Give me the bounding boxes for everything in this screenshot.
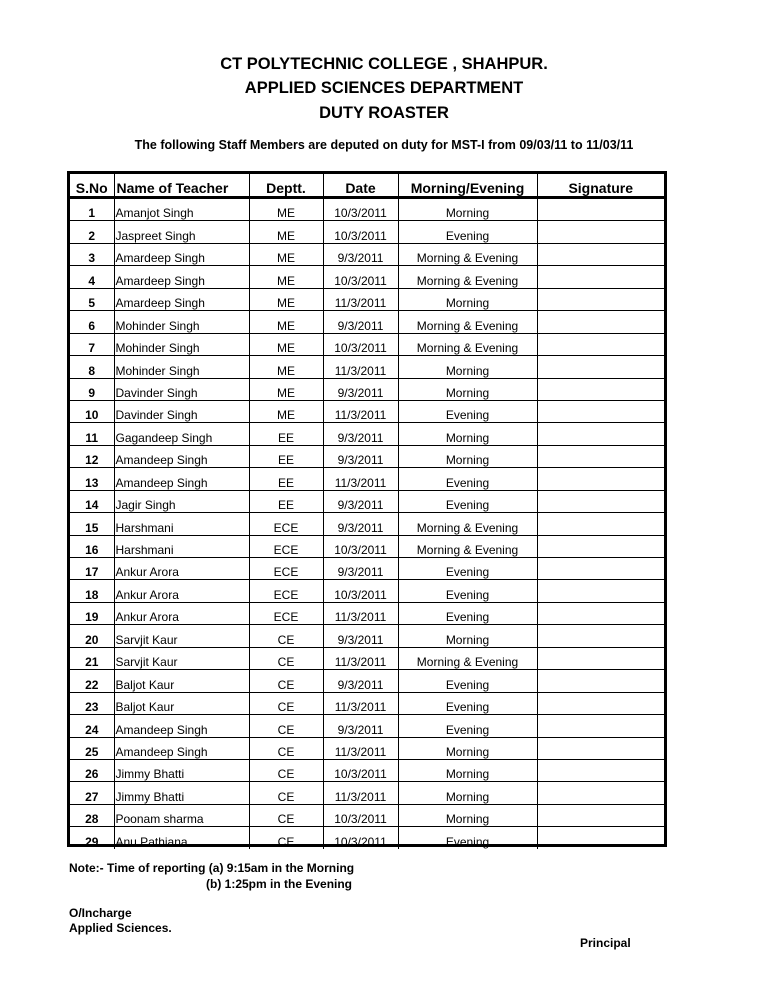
table-row	[70, 513, 664, 535]
note-reporting-morning: Note:- Time of reporting (a) 9:15am in the Morning	[69, 861, 355, 875]
row-date: 11/3/2011	[323, 647, 398, 669]
row-teacher-name: Poonam sharma	[114, 804, 249, 826]
row-sno: 22	[70, 670, 114, 692]
table-row	[70, 490, 664, 512]
row-sno: 18	[70, 580, 114, 602]
row-dept: ME	[249, 243, 323, 265]
row-sno: 28	[70, 804, 114, 826]
row-signature-cell	[537, 311, 664, 333]
row-dept: ME	[249, 198, 323, 221]
row-shift: Evening	[398, 400, 537, 422]
row-dept: CE	[249, 804, 323, 826]
row-signature-cell	[537, 400, 664, 422]
row-sno: 25	[70, 737, 114, 759]
row-sno: 4	[70, 266, 114, 288]
row-sno: 15	[70, 513, 114, 535]
row-dept: ECE	[249, 558, 323, 580]
row-signature-cell	[537, 333, 664, 355]
row-dept: CE	[249, 692, 323, 714]
row-date: 11/3/2011	[323, 602, 398, 624]
row-dept: CE	[249, 647, 323, 669]
row-dept: EE	[249, 468, 323, 490]
table-row	[70, 737, 664, 759]
row-sno: 27	[70, 782, 114, 804]
row-shift: Morning & Evening	[398, 311, 537, 333]
row-shift: Morning & Evening	[398, 243, 537, 265]
table-row	[70, 670, 664, 692]
row-sno: 10	[70, 400, 114, 422]
row-dept: ECE	[249, 513, 323, 535]
table-row	[70, 221, 664, 243]
row-dept: ME	[249, 333, 323, 355]
row-teacher-name: Sarvjit Kaur	[114, 647, 249, 669]
row-date: 9/3/2011	[323, 715, 398, 737]
row-shift: Morning & Evening	[398, 535, 537, 557]
row-teacher-name: Jaspreet Singh	[114, 221, 249, 243]
row-signature-cell	[537, 827, 664, 849]
row-sno: 1	[70, 198, 114, 221]
row-signature-cell	[537, 423, 664, 445]
col-header-date: Date	[323, 174, 398, 198]
row-date: 11/3/2011	[323, 356, 398, 378]
row-signature-cell	[537, 378, 664, 400]
row-dept: ME	[249, 288, 323, 310]
row-date: 9/3/2011	[323, 243, 398, 265]
table-row	[70, 782, 664, 804]
row-signature-cell	[537, 580, 664, 602]
row-sno: 13	[70, 468, 114, 490]
row-signature-cell	[537, 468, 664, 490]
row-teacher-name: Jimmy Bhatti	[114, 759, 249, 781]
table-row	[70, 625, 664, 647]
row-shift: Morning	[398, 782, 537, 804]
col-header-signature: Signature	[537, 174, 664, 198]
table-row	[70, 266, 664, 288]
row-shift: Morning	[398, 759, 537, 781]
row-signature-cell	[537, 243, 664, 265]
table-row	[70, 378, 664, 400]
row-date: 10/3/2011	[323, 221, 398, 243]
principal-label: Principal	[580, 936, 631, 950]
row-signature-cell	[537, 804, 664, 826]
row-dept: CE	[249, 625, 323, 647]
row-date: 9/3/2011	[323, 625, 398, 647]
row-date: 10/3/2011	[323, 266, 398, 288]
note-reporting-evening: (b) 1:25pm in the Evening	[206, 877, 353, 891]
row-dept: ECE	[249, 580, 323, 602]
row-signature-cell	[537, 490, 664, 512]
table-body	[70, 198, 664, 849]
row-date: 11/3/2011	[323, 468, 398, 490]
row-date: 10/3/2011	[323, 535, 398, 557]
row-teacher-name: Amandeep Singh	[114, 737, 249, 759]
row-shift: Morning	[398, 356, 537, 378]
row-date: 9/3/2011	[323, 490, 398, 512]
row-signature-cell	[537, 221, 664, 243]
row-shift: Morning	[398, 288, 537, 310]
row-shift: Evening	[398, 580, 537, 602]
row-signature-cell	[537, 356, 664, 378]
table-row	[70, 602, 664, 624]
table-row	[70, 580, 664, 602]
row-signature-cell	[537, 445, 664, 467]
row-sno: 3	[70, 243, 114, 265]
row-sno: 2	[70, 221, 114, 243]
row-shift: Morning	[398, 804, 537, 826]
table-row	[70, 423, 664, 445]
incharge-dept-label: Applied Sciences.	[69, 921, 172, 935]
row-shift: Evening	[398, 468, 537, 490]
row-shift: Evening	[398, 827, 537, 849]
row-date: 9/3/2011	[323, 378, 398, 400]
table-row	[70, 558, 664, 580]
row-sno: 23	[70, 692, 114, 714]
row-teacher-name: Gagandeep Singh	[114, 423, 249, 445]
table-row	[70, 535, 664, 557]
row-teacher-name: Amardeep Singh	[114, 243, 249, 265]
row-teacher-name: Amardeep Singh	[114, 266, 249, 288]
row-shift: Morning	[398, 625, 537, 647]
row-shift: Morning	[398, 198, 537, 221]
row-signature-cell	[537, 198, 664, 221]
row-teacher-name: Amardeep Singh	[114, 288, 249, 310]
row-sno: 21	[70, 647, 114, 669]
row-sno: 20	[70, 625, 114, 647]
row-date: 11/3/2011	[323, 737, 398, 759]
row-date: 11/3/2011	[323, 288, 398, 310]
row-signature-cell	[537, 288, 664, 310]
row-shift: Evening	[398, 490, 537, 512]
row-signature-cell	[537, 759, 664, 781]
row-dept: ECE	[249, 602, 323, 624]
row-sno: 11	[70, 423, 114, 445]
row-dept: ME	[249, 311, 323, 333]
row-shift: Morning & Evening	[398, 333, 537, 355]
row-date: 9/3/2011	[323, 445, 398, 467]
row-teacher-name: Baljot Kaur	[114, 692, 249, 714]
row-dept: ME	[249, 378, 323, 400]
row-teacher-name: Anu Pathiana	[114, 827, 249, 849]
table-row	[70, 356, 664, 378]
row-sno: 24	[70, 715, 114, 737]
row-shift: Morning	[398, 445, 537, 467]
row-dept: ECE	[249, 535, 323, 557]
row-teacher-name: Ankur Arora	[114, 558, 249, 580]
row-teacher-name: Harshmani	[114, 535, 249, 557]
row-dept: CE	[249, 759, 323, 781]
row-shift: Morning	[398, 378, 537, 400]
row-teacher-name: Amandeep Singh	[114, 468, 249, 490]
table-row	[70, 198, 664, 221]
row-shift: Morning & Evening	[398, 266, 537, 288]
row-date: 10/3/2011	[323, 580, 398, 602]
row-shift: Morning	[398, 423, 537, 445]
table-row	[70, 468, 664, 490]
row-date: 10/3/2011	[323, 198, 398, 221]
row-date: 11/3/2011	[323, 782, 398, 804]
col-header-name: Name of Teacher	[114, 174, 249, 198]
row-teacher-name: Mohinder Singh	[114, 311, 249, 333]
row-teacher-name: Amandeep Singh	[114, 445, 249, 467]
row-shift: Morning	[398, 737, 537, 759]
row-teacher-name: Jagir Singh	[114, 490, 249, 512]
table-row	[70, 311, 664, 333]
row-teacher-name: Baljot Kaur	[114, 670, 249, 692]
row-sno: 16	[70, 535, 114, 557]
row-sno: 6	[70, 311, 114, 333]
row-date: 9/3/2011	[323, 513, 398, 535]
row-sno: 29	[70, 827, 114, 849]
row-dept: ME	[249, 400, 323, 422]
row-sno: 9	[70, 378, 114, 400]
row-dept: CE	[249, 737, 323, 759]
document-title: DUTY ROASTER	[319, 104, 449, 122]
table-row	[70, 333, 664, 355]
row-sno: 17	[70, 558, 114, 580]
row-teacher-name: Davinder Singh	[114, 400, 249, 422]
row-sno: 5	[70, 288, 114, 310]
row-dept: CE	[249, 782, 323, 804]
table-row	[70, 692, 664, 714]
department-name: APPLIED SCIENCES DEPARTMENT	[244, 79, 524, 97]
row-signature-cell	[537, 692, 664, 714]
table-row	[70, 827, 664, 849]
row-teacher-name: Davinder Singh	[114, 378, 249, 400]
col-header-sno: S.No	[70, 174, 114, 198]
row-signature-cell	[537, 558, 664, 580]
row-signature-cell	[537, 737, 664, 759]
row-shift: Evening	[398, 221, 537, 243]
row-teacher-name: Amanjot Singh	[114, 198, 249, 221]
row-teacher-name: Amandeep Singh	[114, 715, 249, 737]
row-signature-cell	[537, 715, 664, 737]
duty-roster-table	[67, 171, 667, 847]
table-row	[70, 804, 664, 826]
row-teacher-name: Ankur Arora	[114, 580, 249, 602]
table-row	[70, 715, 664, 737]
table-row	[70, 759, 664, 781]
row-sno: 8	[70, 356, 114, 378]
row-dept: EE	[249, 445, 323, 467]
row-date: 9/3/2011	[323, 423, 398, 445]
row-signature-cell	[537, 647, 664, 669]
row-signature-cell	[537, 535, 664, 557]
table-row	[70, 445, 664, 467]
row-date: 9/3/2011	[323, 558, 398, 580]
row-dept: ME	[249, 266, 323, 288]
row-date: 9/3/2011	[323, 670, 398, 692]
row-signature-cell	[537, 602, 664, 624]
row-shift: Evening	[398, 692, 537, 714]
college-name: CT POLYTECHNIC COLLEGE , SHAHPUR.	[220, 55, 548, 73]
table-row	[70, 288, 664, 310]
row-teacher-name: Mohinder Singh	[114, 333, 249, 355]
col-header-dept: Deptt.	[249, 174, 323, 198]
row-teacher-name: Harshmani	[114, 513, 249, 535]
row-dept: ME	[249, 221, 323, 243]
col-header-shift: Morning/Evening	[398, 174, 537, 198]
row-sno: 7	[70, 333, 114, 355]
row-sno: 19	[70, 602, 114, 624]
row-date: 10/3/2011	[323, 827, 398, 849]
row-shift: Morning & Evening	[398, 513, 537, 535]
row-signature-cell	[537, 670, 664, 692]
row-dept: CE	[249, 827, 323, 849]
row-teacher-name: Ankur Arora	[114, 602, 249, 624]
row-date: 11/3/2011	[323, 400, 398, 422]
row-teacher-name: Sarvjit Kaur	[114, 625, 249, 647]
table-row	[70, 243, 664, 265]
row-date: 10/3/2011	[323, 759, 398, 781]
row-teacher-name: Jimmy Bhatti	[114, 782, 249, 804]
row-teacher-name: Mohinder Singh	[114, 356, 249, 378]
row-signature-cell	[537, 782, 664, 804]
row-signature-cell	[537, 266, 664, 288]
row-date: 10/3/2011	[323, 333, 398, 355]
row-shift: Evening	[398, 558, 537, 580]
row-dept: EE	[249, 490, 323, 512]
row-date: 11/3/2011	[323, 692, 398, 714]
row-signature-cell	[537, 625, 664, 647]
row-dept: CE	[249, 715, 323, 737]
row-dept: EE	[249, 423, 323, 445]
row-dept: ME	[249, 356, 323, 378]
row-shift: Evening	[398, 670, 537, 692]
row-sno: 14	[70, 490, 114, 512]
row-date: 10/3/2011	[323, 804, 398, 826]
row-shift: Evening	[398, 602, 537, 624]
row-date: 9/3/2011	[323, 311, 398, 333]
row-shift: Morning & Evening	[398, 647, 537, 669]
intro-text: The following Staff Members are deputed on duty for MST-I from 09/03/11 to 11/03/11	[134, 138, 634, 152]
incharge-label: O/Incharge	[69, 906, 132, 920]
row-sno: 26	[70, 759, 114, 781]
row-sno: 12	[70, 445, 114, 467]
table-row	[70, 647, 664, 669]
row-signature-cell	[537, 513, 664, 535]
table-header-row	[70, 174, 664, 198]
row-dept: CE	[249, 670, 323, 692]
row-shift: Evening	[398, 715, 537, 737]
table-row	[70, 400, 664, 422]
